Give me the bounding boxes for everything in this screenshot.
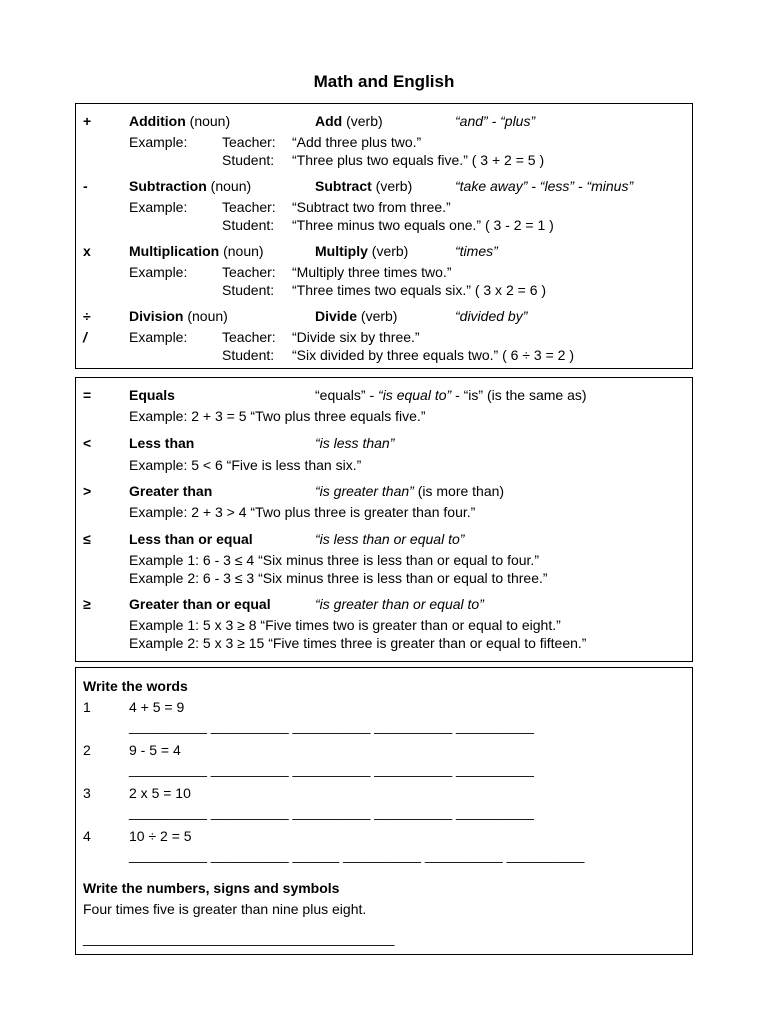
- teacher-example: [76, 198, 692, 216]
- teacher-label: Teacher:: [222, 329, 276, 345]
- term: Division: [129, 308, 184, 324]
- equals-symbol: =: [83, 387, 92, 403]
- student-label: Student:: [222, 152, 275, 168]
- term: Subtraction: [129, 178, 207, 194]
- verb: Add: [315, 113, 343, 129]
- minus-symbol: -: [83, 178, 88, 194]
- item-number: 4: [83, 828, 91, 844]
- example-line: [76, 569, 692, 587]
- answer-blanks[interactable]: [76, 803, 692, 821]
- synonym-b: “is equal to”: [378, 387, 452, 403]
- term: Less than: [129, 435, 195, 451]
- verb: Divide: [315, 308, 358, 324]
- exercise-heading: [76, 879, 692, 897]
- item-expression: 2 x 5 = 10: [129, 785, 191, 801]
- operation-header-division: [76, 307, 692, 325]
- student-quote: “Three plus two equals five.” ( 3 + 2 = 5 ): [292, 152, 545, 168]
- blank-lines[interactable]: __________ __________ ______ __________ __________ __________: [129, 847, 585, 863]
- teacher-quote: “Add three plus two.”: [292, 134, 422, 150]
- greater-equal-symbol: ≥: [83, 596, 91, 612]
- operations-box: [75, 103, 693, 369]
- item-number: 3: [83, 785, 91, 801]
- example-text: Example 1: 6 - 3 ≤ 4 “Six minus three is less than or equal to four.”: [129, 552, 539, 568]
- term: Multiplication: [129, 243, 220, 259]
- synonym-b: “is greater than”: [315, 483, 414, 499]
- page-title: Math and English: [313, 72, 455, 91]
- example-text: Example 1: 5 x 3 ≥ 8 “Five times two is greater than or equal to eight.”: [129, 617, 561, 633]
- term: Greater than: [129, 483, 213, 499]
- verb-pos: (verb): [357, 308, 398, 324]
- synonym-b: “is greater than or equal to”: [315, 596, 484, 612]
- times-symbol: x: [83, 243, 91, 259]
- synonym-a: “equals” -: [315, 387, 379, 403]
- term-pos: (noun): [183, 308, 228, 324]
- example-label: Example:: [129, 329, 188, 345]
- student-quote: “Six divided by three equals two.” ( 6 ÷ 3 = 2 ): [292, 347, 574, 363]
- example-text: Example 2: 6 - 3 ≤ 3 “Six minus three is less than or equal to three.”: [129, 570, 548, 586]
- student-label: Student:: [222, 347, 275, 363]
- term: Greater than or equal: [129, 596, 271, 612]
- term-pos: (noun): [185, 113, 231, 129]
- answer-line[interactable]: [76, 929, 692, 947]
- answer-blanks[interactable]: [76, 846, 692, 864]
- verb: Multiply: [315, 243, 368, 259]
- term: Addition: [129, 113, 186, 129]
- teacher-label: Teacher:: [222, 199, 276, 215]
- exercise-item: [76, 741, 692, 759]
- teacher-label: Teacher:: [222, 264, 276, 280]
- example-text: Example: 5 < 6 “Five is less than six.”: [129, 457, 362, 473]
- teacher-quote: “Subtract two from three.”: [292, 199, 451, 215]
- example-text: Example: 2 + 3 = 5 “Two plus three equals five.”: [129, 408, 426, 424]
- student-example: [76, 346, 692, 364]
- example-label: Example:: [129, 134, 188, 150]
- relation-header-less-than-or-equal: [76, 530, 692, 548]
- less-equal-symbol: ≤: [83, 531, 91, 547]
- teacher-label: Teacher:: [222, 134, 276, 150]
- teacher-quote: “Divide six by three.”: [292, 329, 420, 345]
- verb: Subtract: [315, 178, 372, 194]
- student-example: [76, 216, 692, 234]
- synonym-c: (is more than): [413, 483, 505, 499]
- relations-box: [75, 377, 693, 662]
- example-label: Example:: [129, 264, 188, 280]
- blank-lines[interactable]: __________ __________ __________ __________ __________: [129, 761, 534, 777]
- item-number: 1: [83, 699, 91, 715]
- operation-header-multiplication: [76, 242, 692, 260]
- student-example: [76, 151, 692, 169]
- student-label: Student:: [222, 282, 275, 298]
- synonyms: “times”: [455, 243, 498, 259]
- synonym-b: “is less than or equal to”: [315, 531, 465, 547]
- teacher-example: [76, 263, 692, 281]
- exercise-item: [76, 827, 692, 845]
- answer-blanks[interactable]: [76, 717, 692, 735]
- student-label: Student:: [222, 217, 275, 233]
- term: Less than or equal: [129, 531, 253, 547]
- example-line: [76, 634, 692, 652]
- item-number: 2: [83, 742, 91, 758]
- relation-header-greater-than-or-equal: [76, 595, 692, 613]
- term-pos: (noun): [206, 178, 252, 194]
- greater-than-symbol: >: [83, 483, 92, 499]
- student-quote: “Three minus two equals one.” ( 3 - 2 = 1 ): [292, 217, 554, 233]
- heading-text: Write the numbers, signs and symbols: [83, 880, 340, 896]
- exercise-sentence: [76, 900, 692, 918]
- blank-lines[interactable]: __________ __________ __________ __________ __________: [129, 804, 534, 820]
- divide-symbol: ÷: [83, 308, 91, 324]
- exercise-item: [76, 698, 692, 716]
- item-expression: 9 - 5 = 4: [129, 742, 181, 758]
- student-example: [76, 281, 692, 299]
- sentence-text: Four times five is greater than nine plus eight.: [83, 901, 367, 917]
- example-line: [76, 456, 692, 474]
- example-line: [76, 503, 692, 521]
- exercise-item: [76, 784, 692, 802]
- teacher-quote: “Multiply three times two.”: [292, 264, 452, 280]
- relation-header-less-than: [76, 434, 692, 452]
- example-label: Example:: [129, 199, 188, 215]
- example-line: [76, 407, 692, 425]
- example-text: Example: 2 + 3 > 4 “Two plus three is greater than four.”: [129, 504, 476, 520]
- less-than-symbol: <: [83, 435, 92, 451]
- blank-lines[interactable]: __________ __________ __________ __________ __________: [129, 718, 534, 734]
- example-line: [76, 616, 692, 634]
- synonyms: “divided by”: [455, 308, 528, 324]
- synonym-b: “is less than”: [315, 435, 395, 451]
- teacher-example: [76, 133, 692, 151]
- operation-header-addition: [76, 112, 692, 130]
- teacher-example: [76, 328, 692, 346]
- answer-line-blank[interactable]: ________________________________________: [83, 930, 395, 946]
- slash-symbol: /: [83, 329, 87, 345]
- verb-pos: (verb): [371, 178, 413, 194]
- relation-header-equals: [76, 386, 692, 404]
- verb-pos: (verb): [342, 113, 383, 129]
- item-expression: 10 ÷ 2 = 5: [129, 828, 192, 844]
- plus-symbol: +: [83, 113, 92, 129]
- synonym-c: - “is” (is the same as): [451, 387, 587, 403]
- synonyms: “take away” - “less” - “minus”: [455, 178, 634, 194]
- exercise-heading: [76, 677, 692, 695]
- heading-text: Write the words: [83, 678, 188, 694]
- operation-header-subtraction: [76, 177, 692, 195]
- answer-blanks[interactable]: [76, 760, 692, 778]
- item-expression: 4 + 5 = 9: [129, 699, 185, 715]
- synonyms: “and” - “plus”: [455, 113, 536, 129]
- verb-pos: (verb): [367, 243, 409, 259]
- term-pos: (noun): [219, 243, 264, 259]
- relation-header-greater-than: [76, 482, 692, 500]
- example-line: [76, 551, 692, 569]
- example-text: Example 2: 5 x 3 ≥ 15 “Five times three is greater than or equal to fifteen.”: [129, 635, 587, 651]
- term: Equals: [129, 387, 175, 403]
- exercise-box: [75, 667, 693, 955]
- student-quote: “Three times two equals six.” ( 3 x 2 = 6 ): [292, 282, 547, 298]
